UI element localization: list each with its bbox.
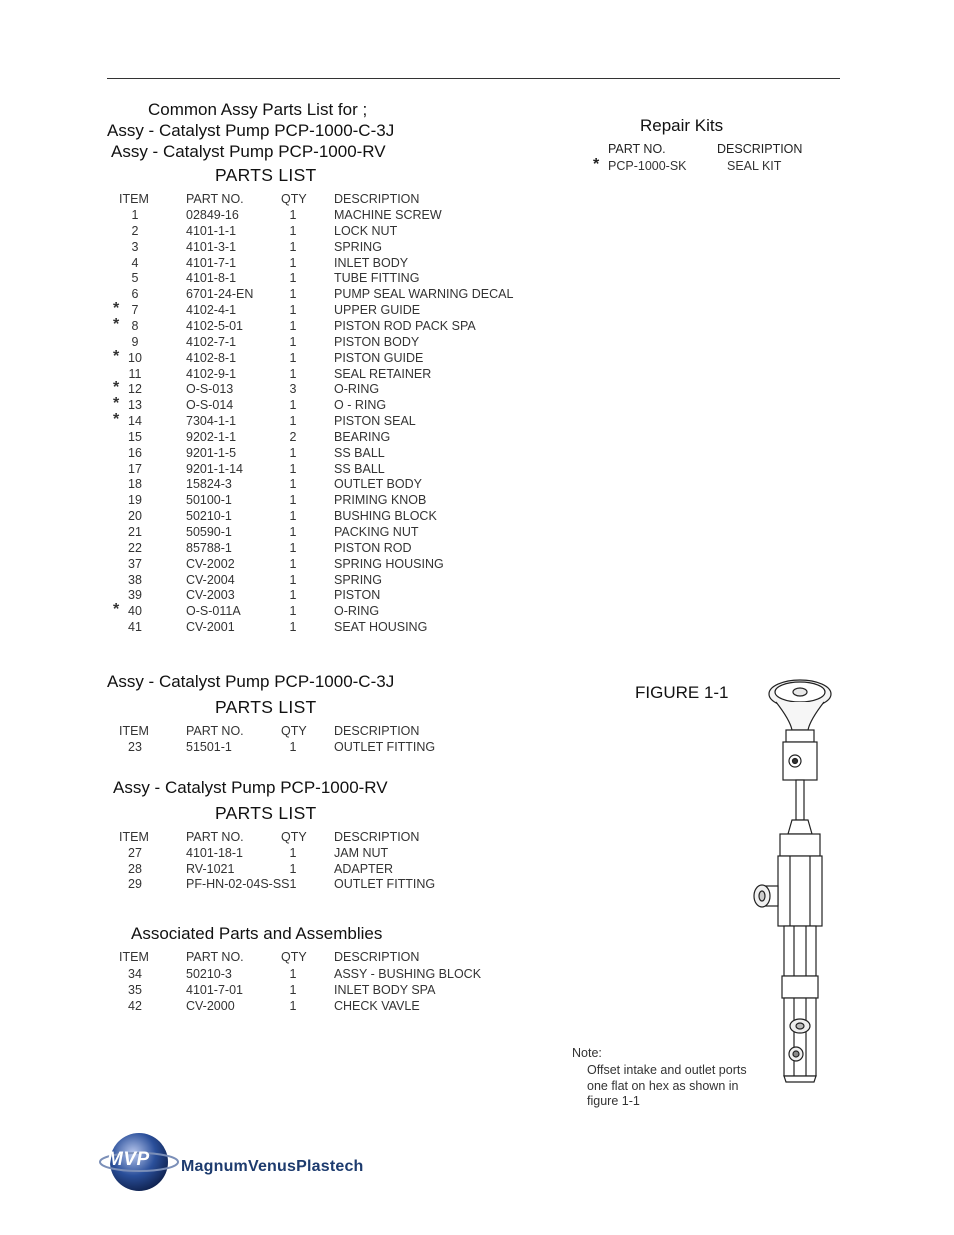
row-part-no: CV-2004: [186, 572, 235, 587]
rv-parts-list-label: PARTS LIST: [215, 803, 317, 823]
row-part-no: 4102-9-1: [186, 366, 237, 381]
note-line-1: Offset intake and outlet ports: [587, 1063, 747, 1077]
row-part-no: CV-2001: [186, 620, 235, 635]
outlet-body-top: [782, 976, 818, 998]
row-qty: 1: [289, 350, 297, 365]
table-row: [0, 430, 520, 446]
row-description: SS BALL: [334, 461, 385, 476]
row-qty: 1: [289, 983, 297, 997]
row-part-no: 50590-1: [186, 525, 232, 539]
repair-kit-desc: SEAL KIT: [727, 159, 782, 173]
row-item: 17: [128, 461, 142, 476]
row-item: 18: [128, 477, 142, 492]
row-qty: 1: [289, 604, 297, 619]
row-item: 2: [131, 223, 139, 238]
row-item: 38: [128, 572, 142, 587]
inlet-body: [778, 856, 822, 926]
figure-label: FIGURE 1-1: [635, 683, 729, 702]
header-qty: QTY: [281, 830, 307, 844]
row-description: LOCK NUT: [334, 223, 398, 238]
table-row: [0, 573, 520, 589]
header-item: ITEM: [119, 950, 149, 964]
row-qty: 1: [289, 620, 297, 635]
row-description: PACKING NUT: [334, 525, 419, 539]
row-qty: 1: [289, 366, 297, 381]
table-row: [0, 601, 520, 620]
row-description: BEARING: [334, 429, 391, 444]
table-row: [0, 446, 520, 462]
row-description: ASSY - BUSHING BLOCK: [334, 967, 482, 981]
row-part-no: 4101-7-1: [186, 255, 237, 270]
row-part-no: CV-2000: [186, 999, 235, 1013]
row-description: JAM NUT: [334, 846, 389, 860]
row-part-no: 4102-4-1: [186, 303, 237, 318]
row-part-no: 15824-3: [186, 477, 232, 492]
note-line-2: one flat on hex as shown in: [587, 1079, 739, 1093]
row-item: 12: [128, 382, 142, 397]
common-parts-list-label: PARTS LIST: [215, 165, 317, 185]
row-description: SPRING: [334, 572, 382, 587]
header-part: PART NO.: [186, 830, 244, 844]
row-part-no: 4101-1-1: [186, 223, 237, 238]
row-part-no: 85788-1: [186, 540, 232, 555]
c3j-parts-list-label: PARTS LIST: [215, 697, 317, 717]
row-description: PUMP SEAL WARNING DECAL: [334, 287, 514, 302]
row-qty: 1: [289, 588, 297, 603]
row-star: *: [113, 379, 120, 397]
row-description: MACHINE SCREW: [334, 208, 442, 222]
row-item: 40: [128, 604, 142, 619]
row-description: PISTON ROD: [334, 540, 412, 555]
row-item: 15: [128, 429, 142, 444]
row-description: O - RING: [334, 398, 387, 413]
row-qty: 1: [289, 477, 297, 492]
table-row: [0, 588, 520, 604]
row-part-no: 4101-8-1: [186, 271, 237, 286]
table-row: [0, 300, 520, 319]
side-fitting-port: [759, 891, 765, 901]
row-qty: 1: [289, 967, 297, 981]
row-qty: 1: [289, 525, 297, 539]
rv-table-header: [0, 830, 600, 846]
row-part-no: CV-2002: [186, 556, 235, 571]
row-description: SEAT HOUSING: [334, 620, 428, 635]
repair-kits-header-desc: DESCRIPTION: [717, 142, 803, 156]
row-qty: 1: [289, 303, 297, 318]
row-qty: 1: [289, 255, 297, 270]
row-item: 37: [128, 556, 142, 571]
row-qty: 1: [289, 223, 297, 238]
row-item: 4: [131, 255, 139, 270]
header-part: PART NO.: [186, 192, 244, 206]
row-description: O-RING: [334, 604, 380, 619]
row-qty: 1: [289, 271, 297, 286]
knob-screw: [793, 688, 807, 696]
row-star: *: [113, 601, 120, 619]
header-desc: DESCRIPTION: [334, 724, 420, 738]
header-desc: DESCRIPTION: [334, 192, 420, 206]
bottom-fitting-port: [793, 1051, 799, 1057]
header-part: PART NO.: [186, 724, 244, 738]
row-qty: 1: [289, 999, 297, 1013]
row-item: 19: [128, 493, 142, 508]
row-description: PISTON: [334, 588, 381, 603]
row-part-no: 51501-1: [186, 740, 232, 754]
row-part-no: 02849-16: [186, 208, 239, 222]
row-part-no: 50210-3: [186, 967, 232, 981]
row-qty: 1: [289, 572, 297, 587]
table-row: [0, 983, 520, 999]
row-description: OUTLET BODY: [334, 477, 422, 492]
c3j-table-header: [0, 724, 600, 740]
table-row: [0, 271, 520, 287]
header-item: ITEM: [119, 830, 149, 844]
row-qty: 1: [289, 556, 297, 571]
row-part-no: 9201-1-5: [186, 445, 237, 460]
row-part-no: 4101-18-1: [186, 846, 243, 860]
bottom-cap: [784, 1076, 816, 1082]
table-row: [0, 315, 520, 335]
row-item: 21: [128, 525, 142, 539]
row-description: O-RING: [334, 382, 380, 397]
repair-kit-star: *: [593, 156, 600, 173]
row-star: *: [113, 411, 120, 429]
table-row: [0, 395, 520, 414]
row-item: 28: [128, 861, 142, 876]
row-part-no: 50210-1: [186, 509, 232, 524]
table-row: [0, 557, 520, 573]
row-qty: 1: [289, 877, 297, 892]
table-row: [0, 967, 520, 983]
header-item: ITEM: [119, 724, 149, 738]
row-description: UPPER GUIDE: [334, 303, 421, 318]
row-item: 23: [128, 740, 142, 754]
row-qty: 1: [289, 334, 297, 349]
row-item: 8: [131, 318, 139, 333]
row-qty: 1: [289, 493, 297, 508]
row-part-no: 4102-8-1: [186, 350, 237, 365]
row-item: 10: [128, 350, 142, 365]
row-item: 11: [128, 366, 142, 381]
row-item: 5: [131, 271, 139, 286]
table-row: [0, 541, 520, 557]
row-item: 14: [128, 414, 142, 429]
row-part-no: 4102-7-1: [186, 334, 237, 349]
row-qty: 1: [289, 398, 297, 413]
row-part-no: 6701-24-EN: [186, 287, 254, 302]
row-description: PISTON GUIDE: [334, 350, 424, 365]
row-part-no: 9202-1-1: [186, 429, 237, 444]
row-description: SPRING HOUSING: [334, 556, 444, 571]
row-qty: 1: [289, 740, 297, 754]
associated-table-header: [0, 950, 600, 966]
row-star: *: [113, 315, 120, 333]
row-part-no: 4101-7-01: [186, 983, 243, 997]
row-qty: 1: [289, 287, 297, 302]
common-table-header: [0, 192, 600, 208]
row-qty: 1: [289, 208, 297, 222]
row-qty: 1: [289, 318, 297, 333]
repair-kits-title: Repair Kits: [640, 116, 724, 135]
row-item: 39: [128, 588, 142, 603]
row-description: ADAPTER: [334, 861, 394, 876]
table-row: [0, 493, 520, 509]
row-item: 16: [128, 445, 142, 460]
row-description: PISTON ROD PACK SPA: [334, 318, 476, 333]
table-row: [0, 347, 520, 367]
header-part: PART NO.: [186, 950, 244, 964]
mvp-badge-text: MVP: [107, 1149, 150, 1170]
header-desc: DESCRIPTION: [334, 830, 420, 844]
inlet-body-top: [780, 834, 820, 856]
row-qty: 2: [289, 429, 297, 444]
repair-kit-part: PCP-1000-SK: [608, 159, 687, 173]
row-description: INLET BODY SPA: [334, 983, 436, 997]
row-part-no: CV-2003: [186, 588, 235, 603]
row-part-no: RV-1021: [186, 861, 235, 876]
rv-title: Assy - Catalyst Pump PCP-1000-RV: [113, 778, 388, 797]
row-part-no: O-S-011A: [186, 604, 241, 619]
table-row: [0, 877, 520, 893]
row-description: PRIMING KNOB: [334, 493, 427, 508]
note-line-3: figure 1-1: [587, 1094, 640, 1108]
table-row: [0, 411, 520, 430]
header-item: ITEM: [119, 192, 149, 206]
upper-collar: [786, 730, 814, 742]
row-item: 3: [131, 239, 139, 254]
row-part-no: 9201-1-14: [186, 461, 243, 476]
row-qty: 1: [289, 445, 297, 460]
row-qty: 3: [289, 382, 297, 397]
table-row: [0, 525, 520, 541]
table-row: [0, 379, 520, 398]
row-part-no: 4102-5-01: [186, 318, 243, 333]
knob-stem: [776, 702, 824, 730]
row-part-no: O-S-013: [186, 382, 234, 397]
associated-title: Associated Parts and Assemblies: [131, 924, 383, 943]
row-part-no: PF-HN-02-04S-SS: [186, 877, 290, 892]
table-row: [0, 462, 520, 478]
common-title-line2: Assy - Catalyst Pump PCP-1000-C-3J: [107, 121, 395, 140]
header-qty: QTY: [281, 950, 307, 964]
row-star: *: [113, 300, 120, 318]
row-star: *: [113, 347, 120, 365]
header-qty: QTY: [281, 192, 307, 206]
table-row: [0, 256, 520, 272]
row-description: SPRING: [334, 239, 382, 254]
top-rule: [107, 78, 840, 79]
common-title-line1: Common Assy Parts List for ;: [148, 100, 368, 119]
row-qty: 1: [289, 846, 297, 860]
row-item: 22: [128, 540, 142, 555]
header-qty: QTY: [281, 724, 307, 738]
table-row: [0, 740, 520, 756]
row-part-no: O-S-014: [186, 398, 234, 413]
table-row: [0, 999, 520, 1015]
row-star: *: [113, 395, 120, 413]
row-qty: 1: [289, 461, 297, 476]
row-description: PISTON BODY: [334, 334, 420, 349]
company-name: MagnumVenusPlastech: [181, 1158, 364, 1175]
row-description: BUSHING BLOCK: [334, 509, 437, 524]
row-item: 9: [131, 334, 139, 349]
outlet-fitting-port: [796, 1023, 804, 1029]
table-row: [0, 509, 520, 525]
piston-body: [784, 926, 816, 976]
row-item: 27: [128, 846, 142, 860]
table-row: [0, 477, 520, 493]
row-qty: 1: [289, 239, 297, 254]
piston-rod: [796, 780, 804, 820]
row-item: 29: [128, 877, 142, 892]
row-part-no: 4101-3-1: [186, 239, 237, 254]
outlet-body: [784, 998, 816, 1076]
table-row: [0, 620, 520, 636]
table-row: [0, 287, 520, 303]
row-description: OUTLET FITTING: [334, 877, 436, 892]
row-item: 41: [128, 620, 142, 635]
pump-outline: [754, 680, 831, 1082]
row-item: 13: [128, 398, 142, 413]
pump-drawing: [740, 672, 850, 1112]
row-part-no: 50100-1: [186, 493, 232, 508]
table-row: [0, 224, 520, 240]
row-item: 35: [128, 983, 142, 997]
row-item: 6: [131, 287, 139, 302]
row-part-no: 7304-1-1: [186, 414, 237, 429]
row-description: PISTON SEAL: [334, 414, 416, 429]
row-description: OUTLET FITTING: [334, 740, 436, 754]
row-qty: 1: [289, 540, 297, 555]
row-item: 42: [128, 999, 142, 1013]
header-desc: DESCRIPTION: [334, 950, 420, 964]
c3j-title: Assy - Catalyst Pump PCP-1000-C-3J: [107, 672, 395, 691]
table-row: [0, 846, 520, 862]
row-qty: 1: [289, 509, 297, 524]
row-item: 20: [128, 509, 142, 524]
row-description: INLET BODY: [334, 255, 409, 270]
row-item: 34: [128, 967, 142, 981]
row-description: CHECK VAVLE: [334, 999, 420, 1013]
row-qty: 1: [289, 861, 297, 876]
table-row: [0, 335, 520, 351]
row-item: 1: [131, 208, 139, 222]
row-description: SS BALL: [334, 445, 385, 460]
lock-nut: [788, 820, 812, 834]
table-row: [0, 240, 520, 256]
table-row: [0, 208, 520, 224]
repair-kits-header-part: PART NO.: [608, 142, 666, 156]
table-row: [0, 862, 520, 878]
row-description: TUBE FITTING: [334, 271, 420, 286]
common-title-line3: Assy - Catalyst Pump PCP-1000-RV: [111, 142, 386, 161]
note-title: Note:: [572, 1046, 602, 1060]
row-qty: 1: [289, 414, 297, 429]
row-item: 7: [131, 303, 139, 318]
table-row: [0, 367, 520, 383]
row-description: SEAL RETAINER: [334, 366, 432, 381]
bushing-screw-center: [793, 759, 798, 764]
